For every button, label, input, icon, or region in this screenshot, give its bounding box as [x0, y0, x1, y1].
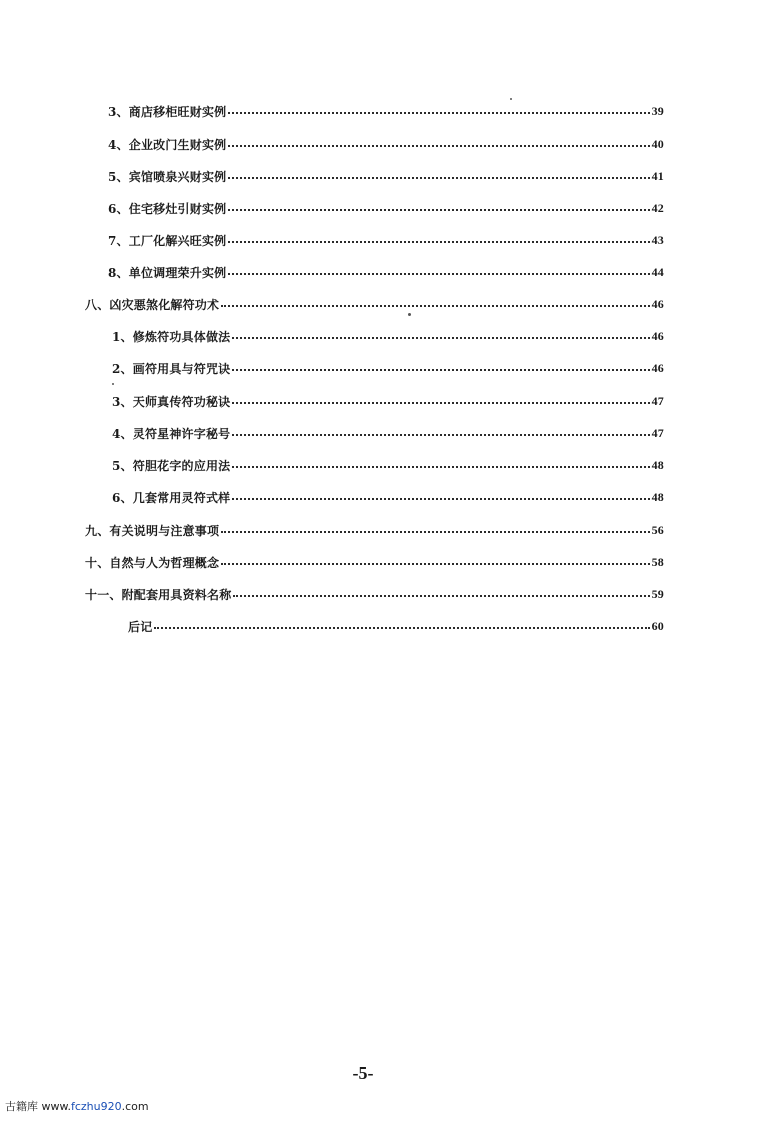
toc-dot-leader: [221, 531, 649, 533]
scan-speck: [112, 383, 114, 385]
toc-entry-page: 42: [651, 200, 664, 215]
toc-entry-page: 56: [651, 522, 664, 537]
toc-section-heading: [85, 552, 664, 572]
toc-entry: [112, 423, 664, 443]
toc-entry-title: 十、自然与人为哲理概念: [85, 555, 220, 570]
toc-entry-title: 6、几套常用灵符式样: [112, 490, 231, 505]
toc-section-heading: [85, 520, 664, 540]
toc-dot-leader: [228, 209, 649, 211]
toc-dot-leader: [232, 402, 649, 404]
toc-dot-leader: [228, 241, 649, 243]
scan-speck: [510, 98, 512, 100]
toc-entry-title: 8、单位调理荣升实例: [108, 265, 227, 280]
toc-entry-title: 4、灵符星神许字秘号: [112, 426, 231, 441]
toc-entry-title: 八、凶灾悪煞化解符功术: [85, 297, 220, 312]
toc-entry-page: 47: [651, 425, 664, 440]
toc-entry: [112, 391, 664, 411]
toc-entry: [108, 101, 664, 121]
toc-entry-title: 6、住宅移灶引财实例: [108, 201, 227, 216]
watermark-suffix: .com: [121, 1100, 149, 1113]
toc-dot-leader: [154, 627, 649, 629]
toc-entry-page: 60: [651, 618, 664, 633]
toc-dot-leader: [228, 145, 649, 147]
toc-entry-page: 59: [651, 586, 664, 601]
toc-entry: [112, 326, 664, 346]
toc-dot-leader: [232, 434, 649, 436]
toc-entry-page: 44: [651, 264, 664, 279]
toc-entry-page: 40: [651, 136, 664, 151]
toc-entry-page: 41: [651, 168, 664, 183]
toc-entry: [108, 134, 664, 154]
scan-speck: [408, 313, 411, 316]
toc-dot-leader: [228, 273, 649, 275]
toc-entry: [112, 455, 664, 475]
toc-entry-title: 1、修炼符功具体做法: [112, 329, 231, 344]
toc-dot-leader: [221, 563, 649, 565]
page-number: -5-: [352, 1063, 374, 1083]
toc-entry: [108, 262, 664, 282]
toc-entry-title: 十一、附配套用具资料名称: [85, 587, 232, 602]
toc-dot-leader: [221, 305, 649, 307]
toc-entry-page: 46: [651, 296, 664, 311]
watermark-prefix: 古籍库 www.: [5, 1100, 71, 1113]
toc-entry-title: 3、商店移柜旺财实例: [108, 104, 227, 119]
toc-entry-page: 43: [651, 232, 664, 247]
toc-entry: [128, 616, 664, 636]
toc-section-heading: [85, 584, 664, 604]
toc-entry-page: 39: [651, 103, 664, 118]
toc-entry: [108, 198, 664, 218]
toc-dot-leader: [232, 337, 649, 339]
toc-entry-page: 46: [651, 328, 664, 343]
toc-dot-leader: [232, 498, 649, 500]
toc-entry-page: 46: [651, 360, 664, 375]
toc-entry-title: 后记: [128, 619, 153, 634]
toc-entry-title: 4、企业改门生财实例: [108, 137, 227, 152]
toc-dot-leader: [228, 112, 649, 114]
toc-entry-page: 58: [651, 554, 664, 569]
toc-entry: [112, 358, 664, 378]
toc-entry-title: 5、宾馆喷泉兴财实例: [108, 169, 227, 184]
toc-entry-title: 7、工厂化解兴旺实例: [108, 233, 227, 248]
toc-entry: [108, 166, 664, 186]
toc-dot-leader: [233, 595, 649, 597]
toc-entry-title: 3、天师真传符功秘诀: [112, 394, 231, 409]
toc-dot-leader: [228, 177, 649, 179]
toc-entry-page: 47: [651, 393, 664, 408]
watermark-highlight: fczhu920: [70, 1100, 122, 1113]
toc-dot-leader: [232, 466, 649, 468]
site-watermark: [5, 1098, 149, 1114]
toc-entry-page: 48: [651, 489, 664, 504]
toc-entry-title: 5、符胆花字的应用法: [112, 458, 231, 473]
toc-entry-page: 48: [651, 457, 664, 472]
toc-entry: [108, 230, 664, 250]
toc-entry: [112, 487, 664, 507]
toc-entry-title: 2、画符用具与符咒诀: [112, 361, 231, 376]
toc-dot-leader: [232, 369, 649, 371]
toc-section-heading: [85, 294, 664, 314]
toc-entry-title: 九、有关说明与注意事项: [85, 523, 220, 538]
